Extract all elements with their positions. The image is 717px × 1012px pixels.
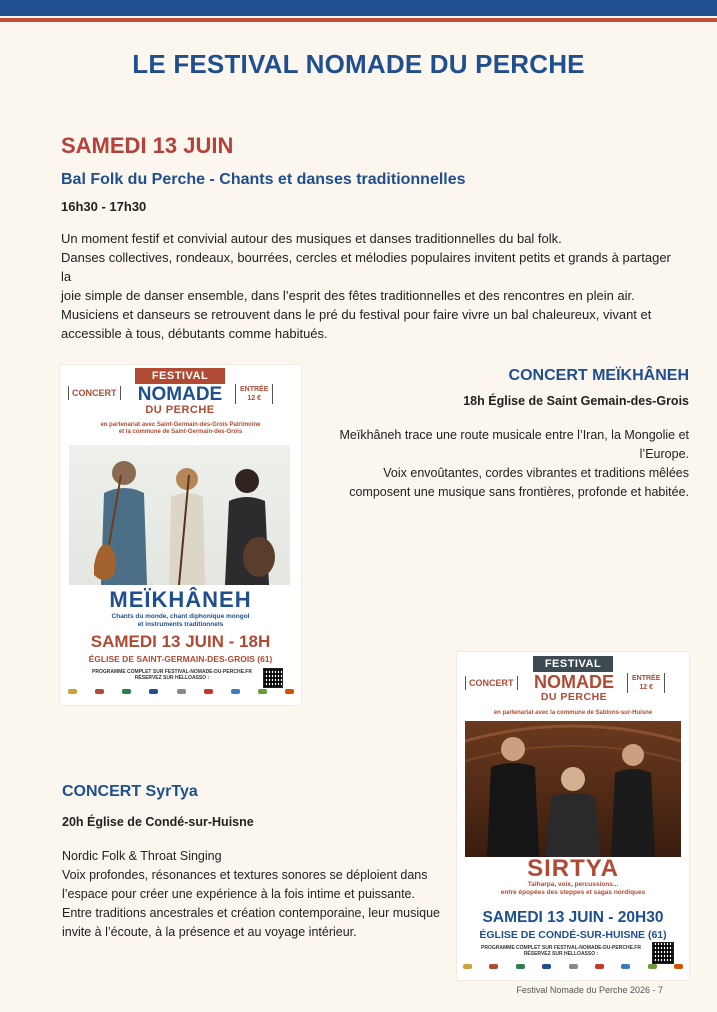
sponsor-logo-icon bbox=[569, 964, 578, 969]
poster2-sub-line: Talharpa, voix, percussions... bbox=[527, 881, 619, 888]
poster2-programme bbox=[471, 945, 651, 957]
poster2-prog-line: RÉSERVEZ SUR HELLOASSO : bbox=[523, 951, 599, 957]
poster2-nomade: NOMADE bbox=[534, 672, 614, 692]
event3-line: l’espace pour créer une expérience à la fois intime et puissante. bbox=[62, 887, 415, 901]
event1-line: Danses collectives, rondeaux, bourrées, cercles et mélodies populaires invitent petits et grands à partager la bbox=[61, 250, 671, 284]
event1-description bbox=[61, 229, 671, 343]
poster2-entree-box bbox=[627, 673, 665, 693]
event2-title: CONCERT MEÏKHÂNEH bbox=[508, 367, 689, 384]
poster1-partner bbox=[60, 422, 301, 436]
poster1-festival-box: FESTIVAL bbox=[135, 368, 225, 384]
sponsor-logo-icon bbox=[595, 964, 604, 969]
band-photo bbox=[465, 721, 681, 857]
poster1-photo bbox=[69, 445, 290, 585]
sponsor-logo-icon bbox=[516, 964, 525, 969]
event3-title: CONCERT SyrTya bbox=[62, 783, 198, 800]
page-title: LE FESTIVAL NOMADE DU PERCHE bbox=[132, 49, 585, 79]
top-blue-band bbox=[0, 0, 717, 16]
poster1-prog-line: RÉSERVEZ SUR HELLOASSO : bbox=[134, 675, 210, 681]
poster2-photo bbox=[465, 721, 681, 857]
event1-line: accessible à tous, débutants comme habitués. bbox=[61, 326, 328, 341]
poster2-entree: ENTRÉE bbox=[632, 675, 661, 682]
poster-sirtya bbox=[457, 652, 689, 980]
poster1-entree: ENTRÉE bbox=[240, 386, 269, 393]
poster2-subtitle bbox=[457, 881, 689, 897]
event3-line: Voix profondes, résonances et textures sonores se déploient dans bbox=[62, 868, 428, 882]
sponsor-logo-icon bbox=[149, 689, 158, 694]
poster1-sponsor-logos bbox=[68, 689, 294, 694]
poster1-nomade: NOMADE bbox=[137, 384, 223, 405]
poster2-partner: en partenariat avec la commune de Sablons-sur-Huisne bbox=[493, 710, 653, 716]
event3-line: Entre traditions ancestrales et création contemporaine, leur musique bbox=[62, 906, 440, 920]
event3-line: Nordic Folk & Throat Singing bbox=[62, 849, 222, 863]
page-footer: Festival Nomade du Perche 2026 - 7 bbox=[516, 985, 663, 995]
poster1-date: SAMEDI 13 JUIN - 18H bbox=[90, 632, 271, 651]
event1-line: Musiciens et danseurs se retrouvent dans le pré du festival pour faire vivre un bal chaleureux, vivant et bbox=[61, 307, 652, 322]
event3-place: 20h Église de Condé-sur-Huisne bbox=[62, 815, 254, 829]
poster2-price: 12 € bbox=[639, 684, 654, 691]
qr-code-icon bbox=[652, 942, 674, 964]
sponsor-logo-icon bbox=[68, 689, 77, 694]
poster1-partner-line: et la commune de Saint-Germain-des-Grois bbox=[118, 429, 243, 435]
poster1-programme bbox=[82, 669, 262, 681]
sponsor-logo-icon bbox=[204, 689, 213, 694]
sponsor-logo-icon bbox=[489, 964, 498, 969]
poster2-date: SAMEDI 13 JUIN - 20H30 bbox=[482, 909, 664, 926]
day-title: SAMEDI 13 JUIN bbox=[61, 133, 234, 158]
poster2-sub-line: entre épopées des steppes et sagas nordiques bbox=[500, 889, 646, 896]
top-red-band bbox=[0, 18, 717, 22]
event2-description bbox=[329, 426, 689, 502]
poster1-concert-label: CONCERT bbox=[68, 386, 121, 400]
poster2-festival-box: FESTIVAL bbox=[533, 656, 613, 672]
event1-line: Un moment festif et convivial autour des musiques et danses traditionnelles du bal folk. bbox=[61, 231, 562, 246]
poster1-price: 12 € bbox=[247, 395, 262, 402]
sponsor-logo-icon bbox=[542, 964, 551, 969]
poster2-sponsor-logos bbox=[463, 964, 683, 969]
poster1-artist: MEÏKHÂNEH bbox=[109, 587, 252, 612]
poster1-prog-line: PROGRAMME COMPLET SUR FESTIVAL-NOMADE-DU-PERCHE.FR bbox=[92, 669, 252, 675]
event2-place: 18h Église de Saint Gemain-des-Grois bbox=[463, 394, 689, 408]
event3-description bbox=[62, 847, 452, 942]
sponsor-logo-icon bbox=[621, 964, 630, 969]
sponsor-logo-icon bbox=[231, 689, 240, 694]
sponsor-logo-icon bbox=[463, 964, 472, 969]
poster1-lieu: ÉGLISE DE SAINT-GERMAIN-DES-GROIS (61) bbox=[88, 654, 273, 664]
poster1-entree-box bbox=[235, 384, 273, 404]
event1-time: 16h30 - 17h30 bbox=[61, 199, 147, 214]
event1-line: joie simple de danser ensemble, dans l’esprit des fêtes traditionnelles et des rencontres en plein air. bbox=[61, 288, 635, 303]
sponsor-logo-icon bbox=[95, 689, 104, 694]
sponsor-logo-icon bbox=[648, 964, 657, 969]
sponsor-logo-icon bbox=[177, 689, 186, 694]
poster2-du-perche: DU PERCHE bbox=[540, 691, 608, 703]
event2-line: composent une musique sans frontières, profonde et habitée. bbox=[349, 485, 689, 499]
musicians-photo bbox=[69, 445, 290, 585]
poster1-subtitle bbox=[60, 613, 301, 629]
poster2-prog-line: PROGRAMME COMPLET SUR FESTIVAL-NOMADE-DU-PERCHE.FR bbox=[481, 945, 641, 951]
event2-line: Meïkhâneh trace une route musicale entre l’Iran, la Mongolie et bbox=[339, 428, 689, 442]
sponsor-logo-icon bbox=[285, 689, 294, 694]
poster1-partner-line: en partenariat avec Saint-Germain-des-Grois Patrimoine bbox=[100, 422, 261, 428]
sponsor-logo-icon bbox=[674, 964, 683, 969]
event2-line: Voix envoûtantes, cordes vibrantes et traditions mêlées bbox=[383, 466, 689, 480]
poster1-sub-line: Chants du monde, chant diphonique mongol bbox=[111, 613, 250, 620]
sponsor-logo-icon bbox=[122, 689, 131, 694]
poster2-concert-label: CONCERT bbox=[465, 676, 518, 690]
poster1-du-perche: DU PERCHE bbox=[145, 404, 215, 416]
poster2-artist: SIRTYA bbox=[527, 855, 619, 882]
event1-title: Bal Folk du Perche - Chants et danses traditionnelles bbox=[61, 171, 466, 188]
event3-line: invite à l’écoute, à la présence et au voyage intérieur. bbox=[62, 925, 357, 939]
poster1-sub-line: et instruments traditionnels bbox=[137, 621, 224, 628]
qr-code-icon bbox=[263, 668, 283, 688]
event2-line: l’Europe. bbox=[639, 447, 689, 461]
poster-meikhaneh bbox=[60, 365, 301, 705]
poster2-lieu: ÉGLISE DE CONDÉ-SUR-HUISNE (61) bbox=[479, 929, 667, 941]
sponsor-logo-icon bbox=[258, 689, 267, 694]
